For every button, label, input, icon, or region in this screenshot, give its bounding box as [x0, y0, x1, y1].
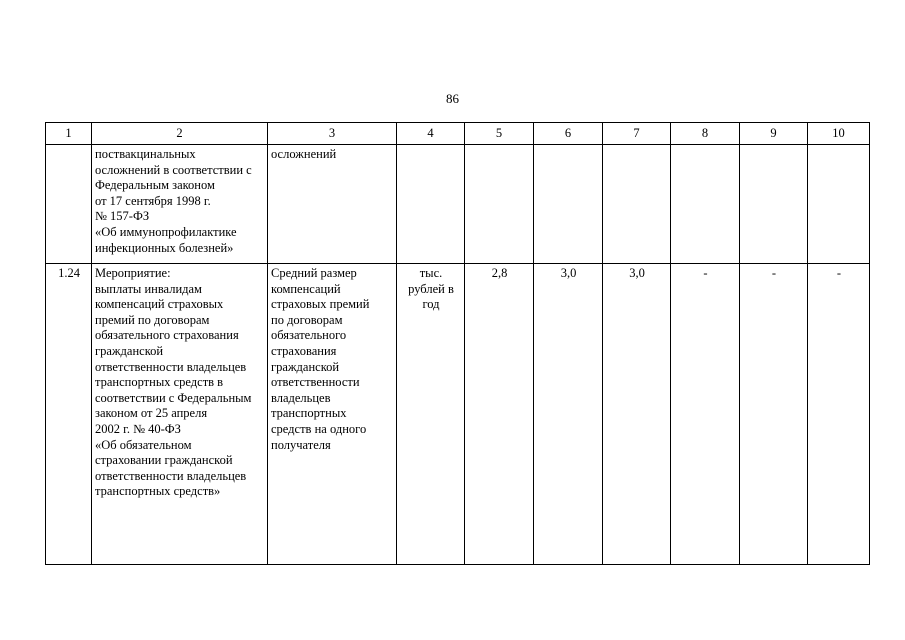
indicator-cell: [268, 145, 397, 264]
text-line: премий по договорам: [95, 312, 210, 327]
text-line: осложнений: [271, 147, 337, 161]
value-cell: -: [808, 264, 870, 565]
text-line: средств на одного: [271, 421, 367, 436]
text-line: ответственности: [271, 375, 360, 390]
header-cell: 9: [740, 123, 808, 145]
value-cell: [465, 145, 534, 264]
value-cell: [671, 145, 740, 264]
text-line: страховании гражданской: [95, 453, 233, 468]
text-line: «Об иммунопрофилактике: [95, 224, 237, 239]
value-cell: [603, 145, 671, 264]
text-line: год: [422, 297, 440, 312]
text-line: ответственности владельцев: [95, 359, 247, 374]
header-cell: 7: [603, 123, 671, 145]
value-cell: -: [671, 264, 740, 565]
text-line: по договорам: [271, 312, 343, 327]
header-cell: 2: [92, 123, 268, 145]
header-cell: 3: [268, 123, 397, 145]
page-number: 86: [446, 91, 459, 106]
value-cell: -: [740, 264, 808, 565]
unit-cell: [397, 264, 465, 565]
text-line: страхования: [271, 343, 337, 358]
text-line: инфекционных болезней»: [95, 240, 234, 255]
text-line: владельцев: [271, 390, 331, 405]
text-line: Федеральным законом: [95, 178, 215, 193]
value-cell: [740, 145, 808, 264]
value-cell: 2,8: [465, 264, 534, 565]
text-line: страховых премий: [271, 297, 370, 312]
value-cell: [534, 145, 603, 264]
table-row: [46, 145, 870, 264]
text-line: получателя: [271, 437, 331, 452]
text-line: компенсаций: [271, 281, 341, 296]
text-line: Мероприятие:: [95, 266, 171, 280]
text-line: поствакцинальных: [95, 147, 196, 161]
header-cell: 4: [397, 123, 465, 145]
value-cell: [808, 145, 870, 264]
value-cell: 3,0: [603, 264, 671, 565]
text-line: обязательного страхования: [95, 328, 239, 343]
row-number-cell: [46, 145, 92, 264]
text-line: законом от 25 апреля: [95, 406, 208, 421]
text-line: рублей в: [408, 281, 454, 296]
header-cell: 1: [46, 123, 92, 145]
text-line: компенсаций страховых: [95, 297, 224, 312]
row-number-cell: 1.24: [46, 264, 92, 565]
text-line: Средний размер: [271, 266, 357, 280]
table-header-row: [46, 123, 870, 145]
text-line: ответственности владельцев: [95, 468, 247, 483]
indicator-cell: [268, 264, 397, 565]
unit-cell: [397, 145, 465, 264]
header-cell: 5: [465, 123, 534, 145]
text-line: соответствии с Федеральным: [95, 390, 252, 405]
text-line: транспортных средств»: [95, 484, 221, 499]
measure-cell: [92, 264, 268, 565]
text-line: № 157-ФЗ: [95, 209, 150, 224]
text-line: тыс.: [419, 266, 443, 280]
text-line: транспортных средств в: [95, 375, 224, 390]
value-cell: 3,0: [534, 264, 603, 565]
text-line: 2002 г. № 40-ФЗ: [95, 421, 181, 436]
text-line: обязательного: [271, 328, 347, 343]
text-line: транспортных: [271, 406, 347, 421]
table-row: [46, 264, 870, 565]
header-cell: 10: [808, 123, 870, 145]
text-line: гражданской: [271, 359, 340, 374]
indicators-table: [45, 122, 870, 565]
measure-cell: [92, 145, 268, 264]
text-line: «Об обязательном: [95, 437, 192, 452]
header-cell: 6: [534, 123, 603, 145]
text-line: осложнений в соответствии с: [95, 162, 252, 177]
header-cell: 8: [671, 123, 740, 145]
text-line: выплаты инвалидам: [95, 281, 202, 296]
text-line: от 17 сентября 1998 г.: [95, 193, 211, 208]
text-line: гражданской: [95, 343, 164, 358]
